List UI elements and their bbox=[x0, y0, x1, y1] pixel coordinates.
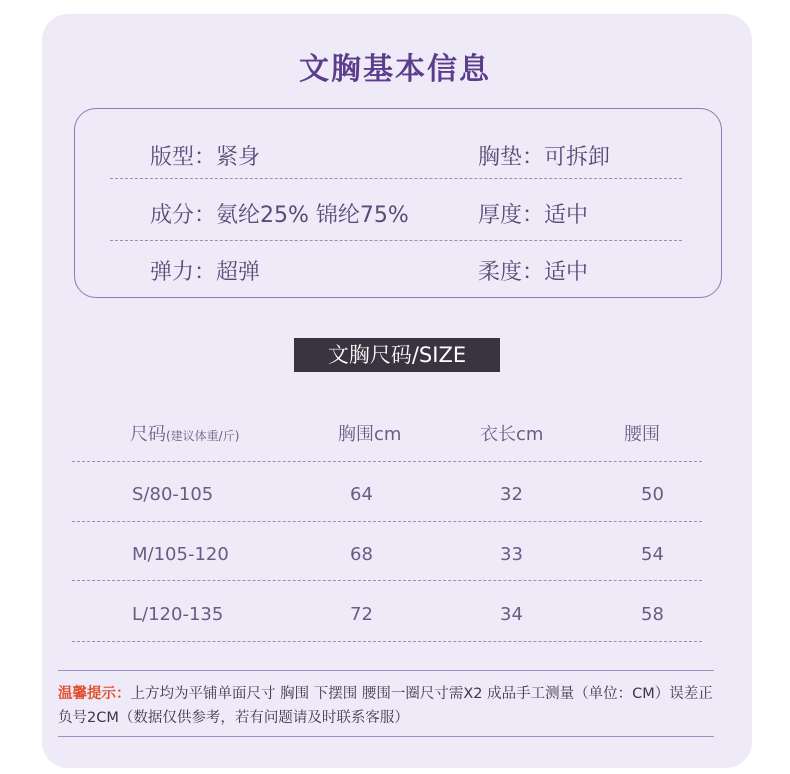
info-divider bbox=[110, 240, 682, 241]
size-section-title: 文胸尺码/SIZE bbox=[294, 338, 500, 372]
info-row bbox=[150, 255, 690, 287]
cell-bust: 68 bbox=[350, 544, 373, 565]
info-softness: 柔度：适中 bbox=[478, 260, 589, 285]
cell-waist: 50 bbox=[641, 484, 664, 505]
page-title: 文胸基本信息 bbox=[299, 52, 491, 87]
cell-size: L/120-135 bbox=[132, 604, 224, 625]
header-length: 衣长cm bbox=[480, 424, 544, 445]
info-thickness: 厚度：适中 bbox=[478, 203, 589, 228]
cell-bust: 72 bbox=[350, 604, 373, 625]
table-divider bbox=[72, 461, 702, 462]
notice-body: 上方均为平铺单面尺寸 胸围 下摆围 腰围一圈尺寸需X2 成品手工测量（单位：CM）误差正负号2CM（数据仅供参考，若有问题请及时联系客服） bbox=[58, 686, 713, 726]
table-divider bbox=[72, 580, 702, 581]
cell-length: 33 bbox=[500, 544, 523, 565]
notice-label: 温馨提示： bbox=[58, 686, 131, 702]
table-divider bbox=[72, 521, 702, 522]
info-row bbox=[150, 140, 690, 172]
cell-size: M/105-120 bbox=[132, 544, 229, 565]
notice-top-rule bbox=[58, 670, 714, 671]
table-divider bbox=[72, 641, 702, 642]
cell-waist: 54 bbox=[641, 544, 664, 565]
notice-text bbox=[58, 682, 718, 730]
header-waist: 腰围 bbox=[624, 424, 660, 445]
cell-length: 32 bbox=[500, 484, 523, 505]
info-style: 版型：紧身 bbox=[150, 145, 261, 170]
header-size-main: 尺码 bbox=[130, 424, 166, 445]
info-pad: 胸垫：可拆卸 bbox=[478, 145, 611, 170]
info-row bbox=[150, 198, 690, 230]
info-composition: 成分：氨纶25% 锦纶75% bbox=[150, 203, 409, 228]
cell-size: S/80-105 bbox=[132, 484, 214, 505]
header-size bbox=[130, 420, 239, 446]
cell-length: 34 bbox=[500, 604, 523, 625]
cell-waist: 58 bbox=[641, 604, 664, 625]
notice-bottom-rule bbox=[58, 736, 714, 737]
cell-bust: 64 bbox=[350, 484, 373, 505]
info-elasticity: 弹力：超弹 bbox=[150, 260, 261, 285]
header-bust: 胸围cm bbox=[338, 424, 402, 445]
info-divider bbox=[110, 178, 682, 179]
header-size-sub: (建议体重/斤) bbox=[166, 429, 240, 443]
